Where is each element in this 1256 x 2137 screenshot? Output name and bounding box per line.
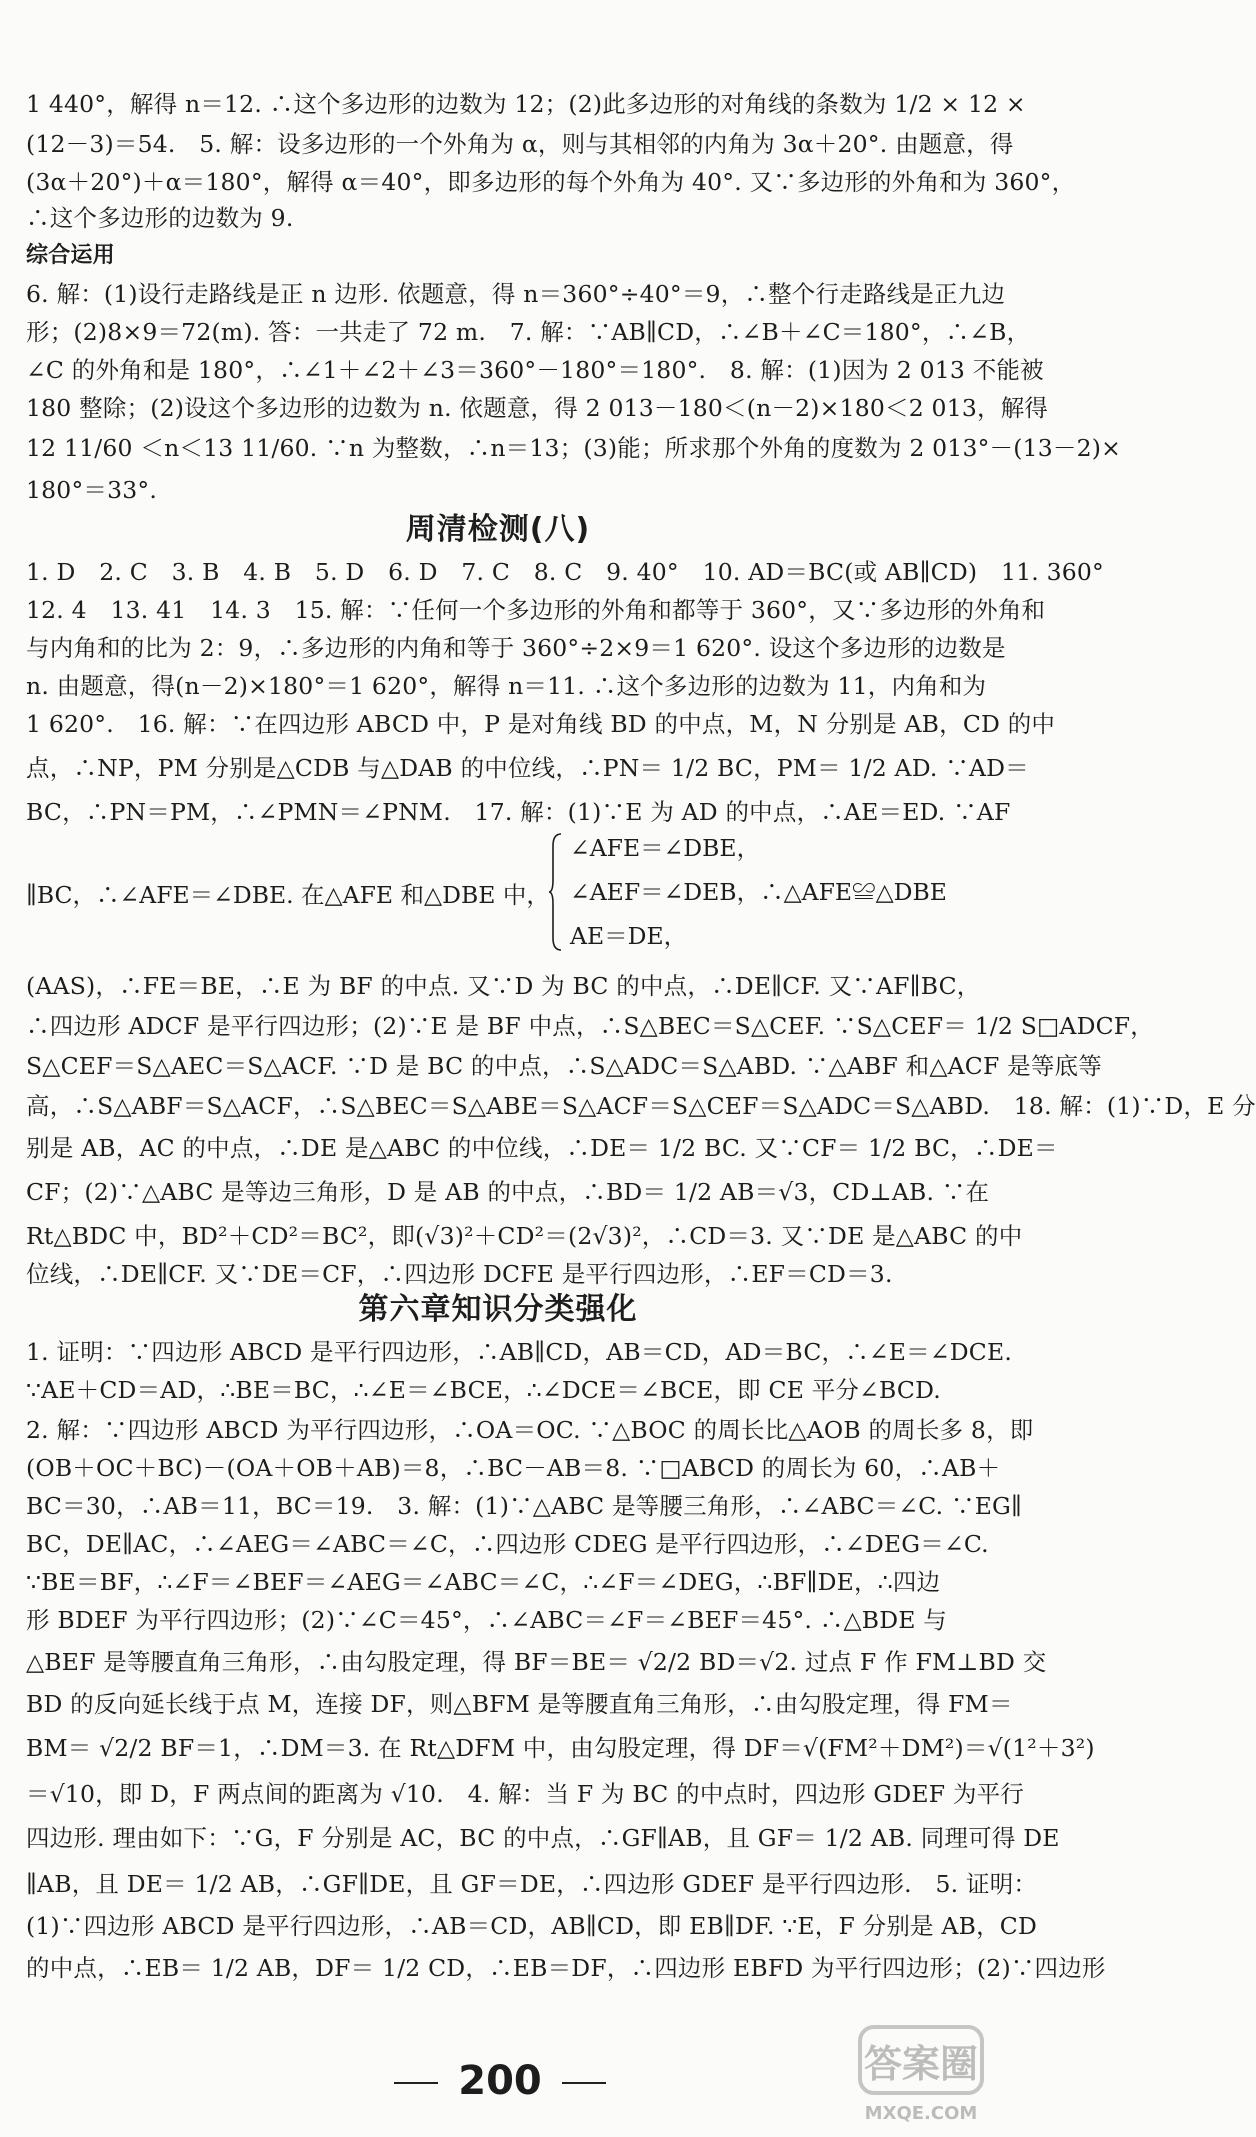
svg-text:答案圈: 答案圈	[863, 2042, 979, 2086]
brace-item: AE＝DE，	[570, 922, 688, 950]
text-line: 与内角和的比为 2：9，∴多边形的内角和等于 360°÷2×9＝1 620°. 设这个多边形的边数是	[26, 634, 1006, 662]
left-brace-icon	[548, 832, 562, 952]
text-line: 别是 AB，AC 的中点，∴DE 是△ABC 的中位线，∴DE＝ 1/2 BC. 又∵CF＝ 1/2 BC，∴DE＝	[26, 1134, 1058, 1162]
text-line: ∴四边形 ADCF 是平行四边形；(2)∵E 是 BF 中点，∴S△BEC＝S△CEF. ∵S△CEF＝ 1/2 S□ADCF，	[26, 1012, 1155, 1040]
page-number-dash-right	[562, 2082, 606, 2084]
text-line: S△CEF＝S△AEC＝S△ACF. ∵D 是 BC 的中点，∴S△ADC＝S△ABD. ∵△ABF 和△ACF 是等底等	[26, 1052, 1102, 1080]
text-line: 的中点，∴EB＝ 1/2 AB，DF＝ 1/2 CD，∴EB＝DF，∴四边形 EBFD 为平行四边形；(2)∵四边形	[26, 1954, 1106, 1982]
text-line: ＝√10，即 D，F 两点间的距离为 √10. 4. 解：当 F 为 BC 的中点时，四边形 GDEF 为平行	[26, 1780, 1025, 1808]
brace-item: ∠AEF＝∠DEB，∴△AFE≌△DBE	[570, 878, 947, 906]
congruence-brace-block	[26, 830, 970, 958]
text-line: ∵AE＋CD＝AD，∴BE＝BC，∴∠E＝∠BCE，∴∠DCE＝∠BCE，即 CE 平分∠BCD.	[26, 1376, 941, 1404]
text-line: 6. 解：(1)设行走路线是正 n 边形. 依题意，得 n＝360°÷40°＝9，∴整个行走路线是正九边	[26, 280, 1006, 308]
section-label: 综合运用	[26, 243, 115, 268]
text-line: ∵BE＝BF，∴∠F＝∠BEF＝∠AEG＝∠ABC＝∠C，∴∠F＝∠DEG，∴BF∥DE，∴四边	[26, 1568, 941, 1596]
watermark-logo	[856, 2023, 986, 2127]
text-line: BD 的反向延长线于点 M，连接 DF，则△BFM 是等腰直角三角形，∴由勾股定理，得 FM＝	[26, 1690, 1013, 1718]
text-line: 180°＝33°.	[26, 476, 158, 504]
text-line: 12 11/60 ＜n＜13 11/60. ∵n 为整数，∴n＝13；(3)能；所求那个外角的度数为 2 013°－(13－2)×	[26, 434, 1122, 462]
text-line: 12. 4 13. 41 14. 3 15. 解：∵任何一个多边形的外角和都等于 360°，又∵多边形的外角和	[26, 596, 1046, 624]
text-line: (AAS)，∴FE＝BE，∴E 为 BF 的中点. 又∵D 为 BC 的中点，∴DE∥CF. 又∵AF∥BC，	[26, 972, 981, 1000]
text-line: (OB＋OC＋BC)－(OA＋OB＋AB)＝8，∴BC－AB＝8. ∵□ABCD 的周长为 60，∴AB＋	[26, 1454, 1001, 1482]
brace-item: ∠AFE＝∠DBE，	[570, 834, 761, 862]
text-line: Rt△BDC 中，BD²＋CD²＝BC²，即(√3)²＋CD²＝(2√3)²，∴CD＝3. 又∵DE 是△ABC 的中	[26, 1222, 1023, 1250]
text-line: BC，∴PN＝PM，∴∠PMN＝∠PNM. 17. 解：(1)∵E 为 AD 的中点，∴AE＝ED. ∵AF	[26, 798, 1011, 826]
text-line: CF；(2)∵△ABC 是等边三角形，D 是 AB 的中点，∴BD＝ 1/2 AB＝√3，CD⊥AB. ∵在	[26, 1178, 990, 1206]
text-line: △BEF 是等腰直角三角形，∴由勾股定理，得 BF＝BE＝ √2/2 BD＝√2. 过点 F 作 FM⊥BD 交	[26, 1648, 1047, 1676]
text-line: 1. 证明：∵四边形 ABCD 是平行四边形，∴AB∥CD，AB＝CD，AD＝BC，∴∠E＝∠DCE.	[26, 1338, 1012, 1366]
text-line: 1 440°，解得 n＝12. ∴这个多边形的边数为 12；(2)此多边形的对角线的条数为 1/2 × 12 ×	[26, 90, 1026, 118]
section-heading: 周清检测(八)	[405, 512, 591, 547]
text-line: BM＝ √2/2 BF＝1，∴DM＝3. 在 Rt△DFM 中，由勾股定理，得 DF＝√(FM²＋DM²)＝√(1²＋3²)	[26, 1734, 1095, 1762]
svg-text:MXQE.COM: MXQE.COM	[864, 2103, 978, 2124]
text-line: 高，∴S△ABF＝S△ACF，∴S△BEC＝S△ABE＝S△ACF＝S△CEF＝S△ADC＝S△ABD. 18. 解：(1)∵D，E 分	[26, 1092, 1256, 1120]
text-line: ∴这个多边形的边数为 9.	[26, 204, 294, 232]
text-line: BC，DE∥AC，∴∠AEG＝∠ABC＝∠C，∴四边形 CDEG 是平行四边形，∴∠DEG＝∠C.	[26, 1530, 989, 1558]
text-line: (3α＋20°)＋α＝180°，解得 α＝40°，即多边形的每个外角为 40°. 又∵多边形的外角和为 360°，	[26, 168, 1076, 196]
text-line: 1. D 2. C 3. B 4. B 5. D 6. D 7. C 8. C 9. 40° 10. AD＝BC(或 AB∥CD) 11. 360°	[26, 558, 1104, 586]
text-line: 位线，∴DE∥CF. 又∵DE＝CF，∴四边形 DCFE 是平行四边形，∴EF＝CD＝3.	[26, 1260, 893, 1288]
text-line: 1 620°. 16. 解：∵在四边形 ABCD 中，P 是对角线 BD 的中点，M，N 分别是 AB，CD 的中	[26, 710, 1056, 738]
text-line: 180 整除；(2)设这个多边形的边数为 n. 依题意，得 2 013－180＜(n－2)×180＜2 013，解得	[26, 394, 1049, 422]
brace-prefix: ∥BC，∴∠AFE＝∠DBE. 在△AFE 和△DBE 中，	[26, 881, 550, 909]
text-line: ∥AB，且 DE＝ 1/2 AB，∴GF∥DE，且 GF＝DE，∴四边形 GDEF 是平行四边形. 5. 证明：	[26, 1870, 1038, 1898]
text-line: n. 由题意，得(n－2)×180°＝1 620°，解得 n＝11. ∴这个多边形的边数为 11，内角和为	[26, 672, 987, 700]
text-line: 形；(2)8×9＝72(m). 答：一共走了 72 m. 7. 解：∵AB∥CD，∴∠B＋∠C＝180°，∴∠B，	[26, 318, 1031, 346]
text-line: 形 BDEF 为平行四边形；(2)∵∠C＝45°，∴∠ABC＝∠F＝∠BEF＝45°. ∴△BDE 与	[26, 1606, 947, 1634]
text-line: 2. 解：∵四边形 ABCD 为平行四边形，∴OA＝OC. ∵△BOC 的周长比△AOB 的周长多 8，即	[26, 1416, 1034, 1444]
text-line: (12－3)＝54. 5. 解：设多边形的一个外角为 α，则与其相邻的内角为 3α＋20°. 由题意，得	[26, 130, 1014, 158]
text-line: 点，∴NP，PM 分别是△CDB 与△DAB 的中位线，∴PN＝ 1/2 BC，PM＝ 1/2 AD. ∵AD＝	[26, 754, 1029, 782]
chapter-heading: 第六章知识分类强化	[358, 1292, 638, 1327]
text-line: 四边形. 理由如下：∵G，F 分别是 AC，BC 的中点，∴GF∥AB，且 GF＝ 1/2 AB. 同理可得 DE	[26, 1824, 1060, 1852]
page-number: 200	[458, 2058, 542, 2104]
text-line: ∠C 的外角和是 180°，∴∠1＋∠2＋∠3＝360°－180°＝180°. 8. 解：(1)因为 2 013 不能被	[26, 356, 1044, 384]
text-line: (1)∵四边形 ABCD 是平行四边形，∴AB＝CD，AB∥CD，即 EB∥DF. ∵E，F 分别是 AB，CD	[26, 1912, 1037, 1940]
text-line: BC＝30，∴AB＝11，BC＝19. 3. 解：(1)∵△ABC 是等腰三角形，∴∠ABC＝∠C. ∵EG∥	[26, 1492, 1023, 1520]
